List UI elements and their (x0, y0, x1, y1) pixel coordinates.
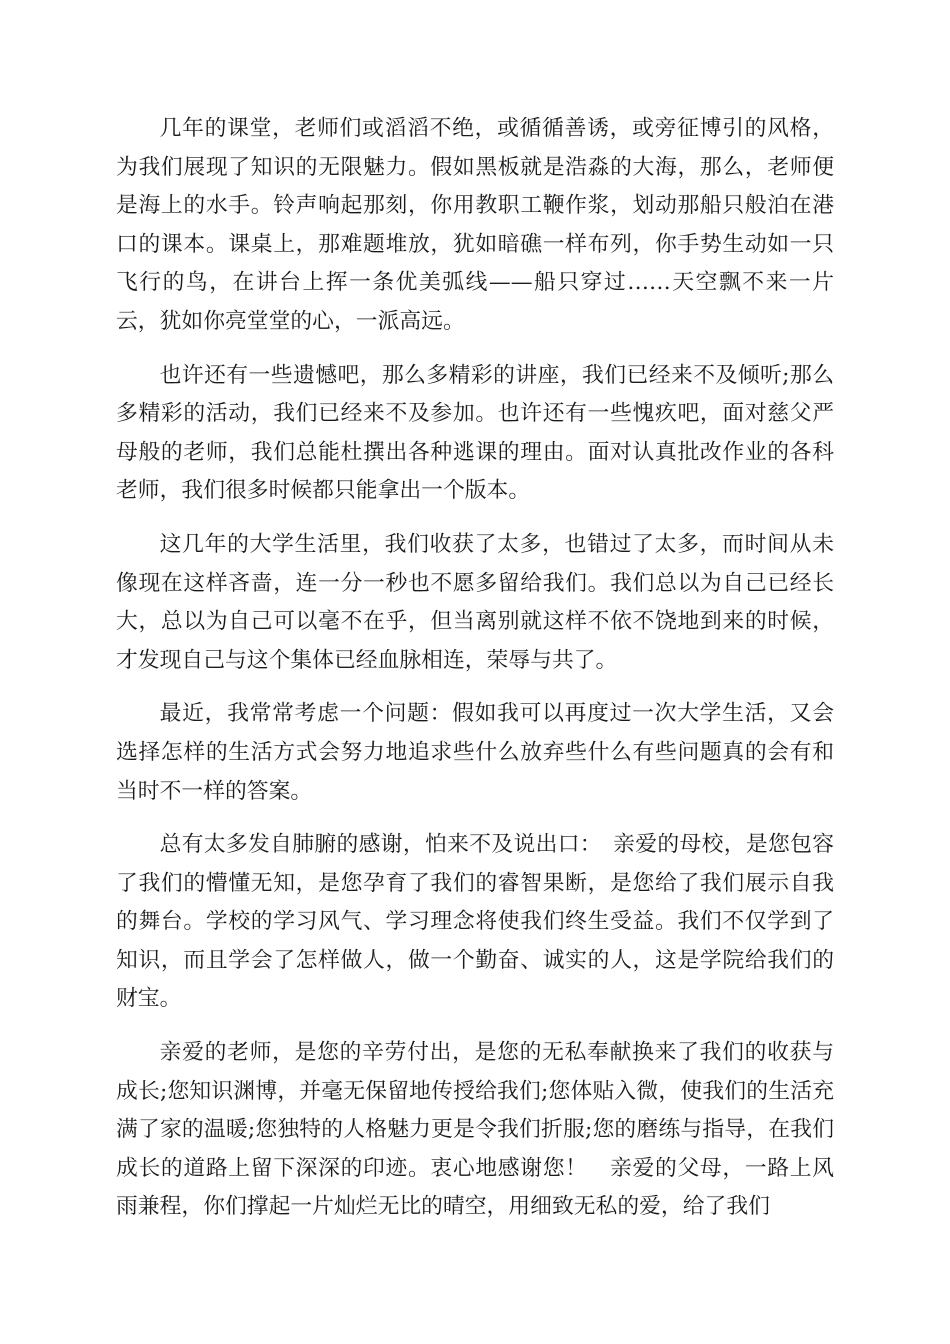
paragraph-regrets: 也许还有一些遗憾吧，那么多精彩的讲座，我们已经来不及倾听;那么多精彩的活动，我们已经来不及参加。也许还有一些愧疚吧，面对慈父严母般的老师，我们总能杜撰出各种逃课的理由。面对认真批改作业的各科老师，我们很多时候都只能拿出一个版本。 (116, 362, 834, 504)
paragraph-college-life: 这几年的大学生活里，我们收获了太多，也错过了太多，而时间从未像现在这样吝啬，连一分一秒也不愿多留给我们。我们总以为自己已经长大，总以为自己可以毫不在乎，但当离别就这样不依不饶地到来的时候，才发现自己与这个集体已经血脉相连，荣辱与共了。 (116, 531, 834, 673)
paragraph-thanks-school: 总有太多发自肺腑的感谢，怕来不及说出口： 亲爱的母校，是您包容了我们的懵懂无知，是您孕育了我们的睿智果断，是您给了我们展示自我的舞台。学校的学习风气、学习理念将使我们终生受益。我们不仅学到了知识，而且学会了怎样做人，做一个勤奋、诚实的人，这是学院给我们的财宝。 (116, 832, 834, 1012)
paragraph-thanks-teachers: 亲爱的老师，是您的辛劳付出，是您的无私奉献换来了我们的收获与成长;您知识渊博，并毫无保留地传授给我们;您体贴入微，使我们的生活充满了家的温暖;您独特的人格魅力更是令我们折服;您的磨练与指导，在我们成长的道路上留下深深的印迹。衷心地感谢您！ 亲爱的父母，一路上风雨兼程，你们撑起一片灿烂无比的晴空，用细致无私的爱，给了我们 (116, 1040, 834, 1220)
paragraph-classroom: 几年的课堂，老师们或滔滔不绝，或循循善诱，或旁征博引的风格，为我们展现了知识的无限魅力。假如黑板就是浩淼的大海，那么，老师便是海上的水手。铃声响起那刻，你用教职工鞭作浆，划动那船只般泊在港口的课本。课桌上，那难题堆放，犹如暗礁一样布列，你手势生动如一只飞行的鸟，在讲台上挥一条优美弧线——船只穿过……天空飘不来一片云，犹如你亮堂堂的心，一派高远。 (116, 116, 834, 334)
paragraph-reflection: 最近，我常常考虑一个问题：假如我可以再度过一次大学生活，又会选择怎样的生活方式会努力地追求些什么放弃些什么有些问题真的会有和当时不一样的答案。 (116, 701, 834, 804)
document-body (116, 110, 834, 1227)
